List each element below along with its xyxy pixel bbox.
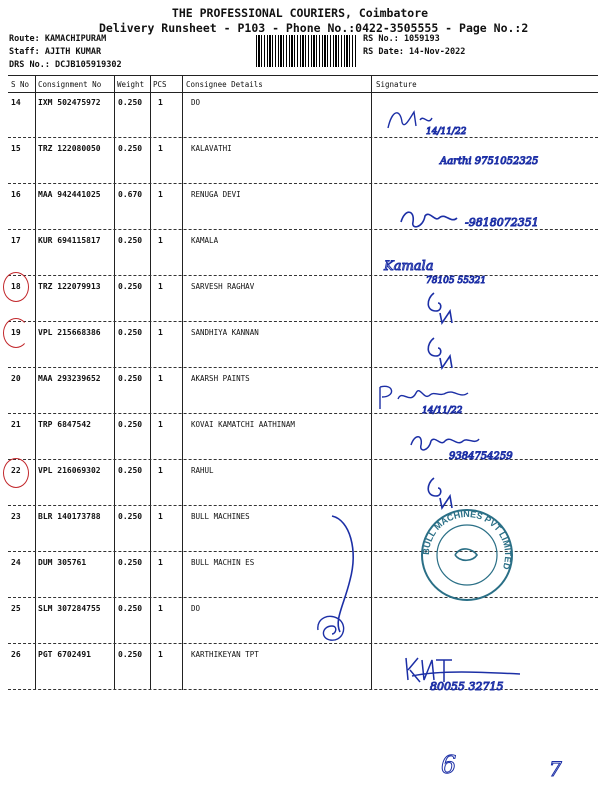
row-consignee: BULL MACHIN ES bbox=[191, 558, 255, 567]
signature-date: 14/11/22 bbox=[426, 127, 467, 137]
company-title: THE PROFESSIONAL COURIERS, Coimbatore bbox=[171, 6, 429, 20]
signature-row-15 bbox=[430, 150, 570, 190]
row-consignment: MAA 942441025 bbox=[38, 190, 101, 199]
signature-row-16 bbox=[395, 200, 575, 240]
red-circle-mark bbox=[3, 318, 29, 348]
row-consignment: VPL 216069302 bbox=[38, 466, 101, 475]
row-consignee: DO bbox=[191, 98, 201, 107]
row-divider bbox=[8, 137, 598, 138]
row-consignment: TRZ 122080050 bbox=[38, 144, 101, 153]
row-pcs: 1 bbox=[158, 374, 163, 383]
row-sno: 24 bbox=[11, 558, 21, 567]
row-consignment: TRP 6847542 bbox=[38, 420, 91, 429]
row-sno: 23 bbox=[11, 512, 21, 521]
row-sno: 16 bbox=[11, 190, 21, 199]
row-divider bbox=[8, 643, 598, 644]
signature-row-19 bbox=[420, 330, 470, 375]
row-weight: 0.250 bbox=[118, 98, 143, 107]
signature-phone: -9818072351 bbox=[465, 216, 539, 229]
signature-date: 14/11/22 bbox=[422, 406, 463, 416]
row-pcs: 1 bbox=[158, 604, 163, 613]
signature-row-26 bbox=[400, 650, 560, 695]
row-sno: 26 bbox=[11, 650, 21, 659]
row-consignee: RENUGA DEVI bbox=[191, 190, 241, 199]
row-pcs: 1 bbox=[158, 650, 163, 659]
row-pcs: 1 bbox=[158, 236, 163, 245]
row-pcs: 1 bbox=[158, 282, 163, 291]
row-pcs: 1 bbox=[158, 466, 163, 475]
row-pcs: 1 bbox=[158, 190, 163, 199]
row-consignment: TRZ 122079913 bbox=[38, 282, 101, 291]
row-consignment: DUM 305761 bbox=[38, 558, 87, 567]
row-sno: 21 bbox=[11, 420, 21, 429]
barcode bbox=[256, 35, 356, 67]
signature-row-18 bbox=[420, 285, 470, 330]
signature-row-20 bbox=[370, 375, 510, 420]
row-sno: 14 bbox=[11, 98, 21, 107]
row-pcs: 1 bbox=[158, 144, 163, 153]
row-weight: 0.250 bbox=[118, 512, 143, 521]
row-sno: 22 bbox=[11, 466, 21, 475]
stamp-text: BULL MACHINES PVT LIMITED bbox=[420, 508, 514, 571]
row-pcs: 1 bbox=[158, 420, 163, 429]
row-consignment: SLM 307284755 bbox=[38, 604, 101, 613]
signature-row-14 bbox=[380, 100, 500, 140]
table-header-line bbox=[8, 92, 598, 93]
row-consignee: RAHUL bbox=[191, 466, 214, 475]
row-consignee: DO bbox=[191, 604, 201, 613]
rs-number: RS No.: 1059193 bbox=[363, 34, 440, 44]
row-consignee: KALAVATHI bbox=[191, 144, 232, 153]
svg-text:BULL MACHINES PVT LIMITED bbox=[421, 509, 513, 571]
row-sno: 25 bbox=[11, 604, 21, 613]
col-consignment: Consignment No bbox=[38, 80, 102, 89]
col-sno: S No bbox=[11, 80, 30, 89]
row-weight: 0.670 bbox=[118, 190, 143, 199]
row-consignment: BLR 140173788 bbox=[38, 512, 101, 521]
col-consignee: Consignee Details bbox=[186, 80, 263, 89]
signature-phone: 9384754259 bbox=[449, 451, 513, 462]
row-sno: 17 bbox=[11, 236, 21, 245]
row-consignment: VPL 215668386 bbox=[38, 328, 101, 337]
row-consignment: KUR 694115817 bbox=[38, 236, 101, 245]
bracket-mark bbox=[310, 510, 380, 645]
signature-text: Aarthi 9751052325 bbox=[440, 156, 539, 167]
row-weight: 0.250 bbox=[118, 328, 143, 337]
row-consignee: BULL MACHINES bbox=[191, 512, 250, 521]
signature-phone: 78105 55321 bbox=[426, 276, 487, 286]
row-pcs: 1 bbox=[158, 328, 163, 337]
svg-text:7: 7 bbox=[549, 757, 562, 781]
row-sno: 19 bbox=[11, 328, 21, 337]
row-consignment: MAA 293239652 bbox=[38, 374, 101, 383]
signature-row-21 bbox=[405, 425, 575, 470]
row-pcs: 1 bbox=[158, 512, 163, 521]
signature-name: Kamala bbox=[384, 259, 434, 274]
row-weight: 0.250 bbox=[118, 374, 143, 383]
col-signature: Signature bbox=[376, 80, 417, 89]
row-consignee: KARTHIKEYAN TPT bbox=[191, 650, 259, 659]
svg-text:6: 6 bbox=[441, 751, 457, 779]
table-top-line bbox=[8, 75, 598, 76]
company-stamp bbox=[417, 505, 517, 605]
signature-phone: 80055 32715 bbox=[430, 680, 504, 693]
row-divider bbox=[8, 367, 598, 368]
row-weight: 0.250 bbox=[118, 236, 143, 245]
row-weight: 0.250 bbox=[118, 420, 143, 429]
footer-mark bbox=[435, 745, 475, 785]
red-circle-mark bbox=[3, 272, 29, 302]
row-consignee: SARVESH RAGHAV bbox=[191, 282, 255, 291]
rs-date: RS Date: 14-Nov-2022 bbox=[363, 47, 466, 57]
drs-number: DRS No.: DCJB105919302 bbox=[9, 60, 122, 70]
col-weight: Weight bbox=[117, 80, 145, 89]
staff-label: Staff: AJITH KUMAR bbox=[9, 47, 102, 57]
row-consignee: KOVAI KAMATCHI AATHINAM bbox=[191, 420, 295, 429]
row-consignee: KAMALA bbox=[191, 236, 219, 245]
row-sno: 15 bbox=[11, 144, 21, 153]
row-sno: 20 bbox=[11, 374, 21, 383]
row-sno: 18 bbox=[11, 282, 21, 291]
signature-row-17 bbox=[380, 250, 540, 290]
row-weight: 0.250 bbox=[118, 282, 143, 291]
row-weight: 0.250 bbox=[118, 466, 143, 475]
row-weight: 0.250 bbox=[118, 650, 143, 659]
row-consignee: AKARSH PAINTS bbox=[191, 374, 250, 383]
row-pcs: 1 bbox=[158, 98, 163, 107]
col-pcs: PCS bbox=[153, 80, 167, 89]
red-circle-mark bbox=[3, 458, 29, 488]
row-consignee: SANDHIYA KANNAN bbox=[191, 328, 259, 337]
footer-mark bbox=[545, 750, 575, 790]
route-label: Route: KAMACHIPURAM bbox=[9, 34, 107, 44]
row-pcs: 1 bbox=[158, 558, 163, 567]
row-weight: 0.250 bbox=[118, 144, 143, 153]
row-weight: 0.250 bbox=[118, 604, 143, 613]
row-consignment: PGT 6702491 bbox=[38, 650, 91, 659]
row-consignment: IXM 502475972 bbox=[38, 98, 101, 107]
runsheet-subtitle: Delivery Runsheet - P103 - Phone No.:0422-3505555 - Page No.:2 bbox=[99, 21, 529, 35]
row-divider bbox=[8, 321, 598, 322]
row-weight: 0.250 bbox=[118, 558, 143, 567]
